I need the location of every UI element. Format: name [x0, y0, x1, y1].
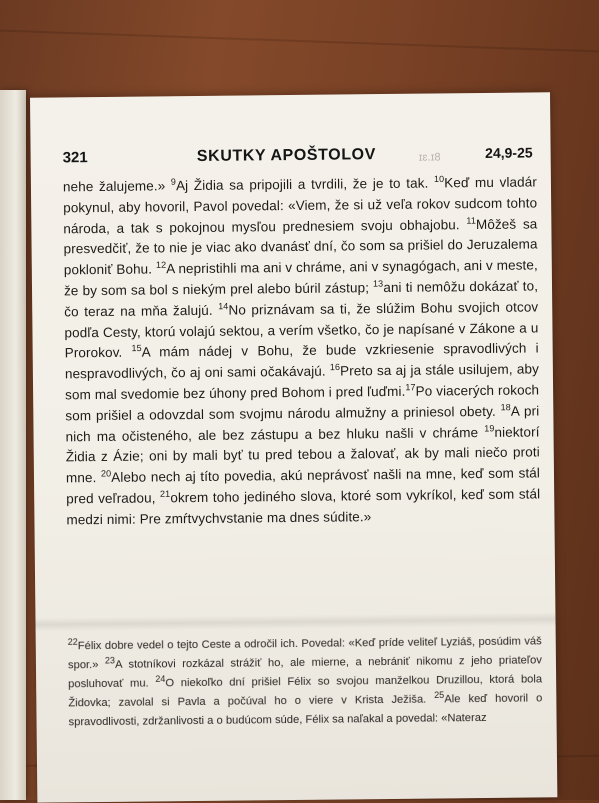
verse-text: Keď mu vladár pokynul, aby hovoril, Pavol povedal: «Viem, že si už veľa rokov sudcom tohto národa, a tak s pokojnou mysľou prednesiem svoju obhajobu. [63, 174, 538, 236]
verse-number: 11 [466, 215, 476, 226]
verse-number: 10 [433, 173, 445, 184]
page-header [63, 144, 533, 175]
verse-number: 16 [329, 362, 341, 373]
book-page [30, 92, 557, 802]
verse-text: A nepristihli ma ani v chráme, ani v synagógach, ani v meste, že by som sa bol s niekým prel alebo búril zástup; [63, 257, 538, 299]
scripture-text [63, 172, 541, 530]
verse-text: Aj Židia sa pripojili a tvrdili, že je to tak. [175, 175, 435, 194]
verse-number: 21 [159, 488, 171, 499]
verse-number: 19 [484, 422, 495, 434]
verse-number: 20 [100, 468, 112, 479]
page-number: 321 [62, 149, 88, 167]
verse-number: 9 [170, 176, 177, 187]
verse-text: Ale keď hovoril o spravodlivosti, zdržanlivosti a o budúcom súde, Félix sa naľakal a povedal: «Nateraz [68, 692, 543, 729]
verse-number: 17 [405, 382, 416, 393]
verse-number: 13 [372, 278, 384, 289]
wood-grain [0, 30, 599, 53]
verse-text: Po viacerých rokoch som prišiel a odovzdal som svojmu národu almužny a priniesol obety. [65, 382, 540, 424]
verse-number: 18 [500, 401, 511, 413]
verse-number: 23 [104, 655, 116, 666]
verse-text: O niekoľko dní prišiel Félix so svojou manželkou Druzillou, ktorá bola Židovka; zavolal si Pavla a počúval ho o viere v Krista Ježiša. [68, 673, 543, 710]
verse-text: Preto sa aj ja stále usilujem, aby som mal svedomie bez úhony pred Bohom i pred ľuďmi. [65, 361, 539, 403]
book-title: SKUTKY APOŠTOLOV [196, 146, 377, 165]
verse-text: Félix dobre vedel o tejto Ceste a odročil ich. Povedal: «Keď príde veliteľ Lyziáš, posúdim váš spor.» [67, 635, 542, 672]
left-page-edge [0, 90, 26, 800]
verse-text: ani ti nemôžu dokázať to, čo teraz na mňa žalujú. [64, 278, 539, 320]
verse-number: 22 [67, 636, 78, 647]
verse-text: A pri nich ma očisteného, ale bez zástupu a bez hluku našli v chráme [65, 403, 540, 444]
chapter-reference: 24,9-25 [485, 144, 533, 161]
verse-number: 25 [434, 689, 445, 700]
verse-text: Môžeš sa presvedčiť, že to nie je viac ako dvanásť dní, čo som sa prišiel do Jeruzalema pokloniť Bohu. [63, 216, 538, 278]
page-fold [35, 612, 555, 631]
verse-number: 24 [155, 673, 166, 684]
verse-text: nehe žalujeme.» [62, 178, 171, 195]
verse-number: 14 [218, 300, 229, 312]
verse-text: niektorí Židia z Ázie; oni by mali byť tu pred tebou a žalovať, ak by mali niečo proti mne. [65, 423, 540, 486]
verse-number: 15 [131, 343, 142, 354]
verse-text: Alebo nech aj títo povedia, akú neprávosť našli na mne, keď som stál pred veľradou, [66, 465, 541, 507]
bleed-through-text: ɪɛ.ɪ8 [418, 151, 441, 164]
verse-text: okrem toho jediného slova, ktoré som vykríkol, keď som stál medzi nimi: Pre zmŕtvychvstanie ma dnes súdite.» [66, 486, 541, 528]
verse-text: No priznávam sa ti, že slúžim Bohu svojich otcov podľa Cesty, ktorú volajú sektou, a verím všetko, čo je napísané v Zákone a u Prorokov. [64, 299, 539, 361]
scripture-text-lower [68, 632, 543, 732]
verse-text: A stotníkovi rozkázal strážiť ho, ale mierne, a nebrániť nikomu z jeho priateľov posluhovať mu. [68, 654, 542, 691]
verse-text: A mám nádej v Bohu, že bude vzkriesenie spravodlivých i nespravodlivých, čo aj oni sami očakávajú. [64, 340, 539, 382]
verse-number: 12 [155, 259, 167, 271]
